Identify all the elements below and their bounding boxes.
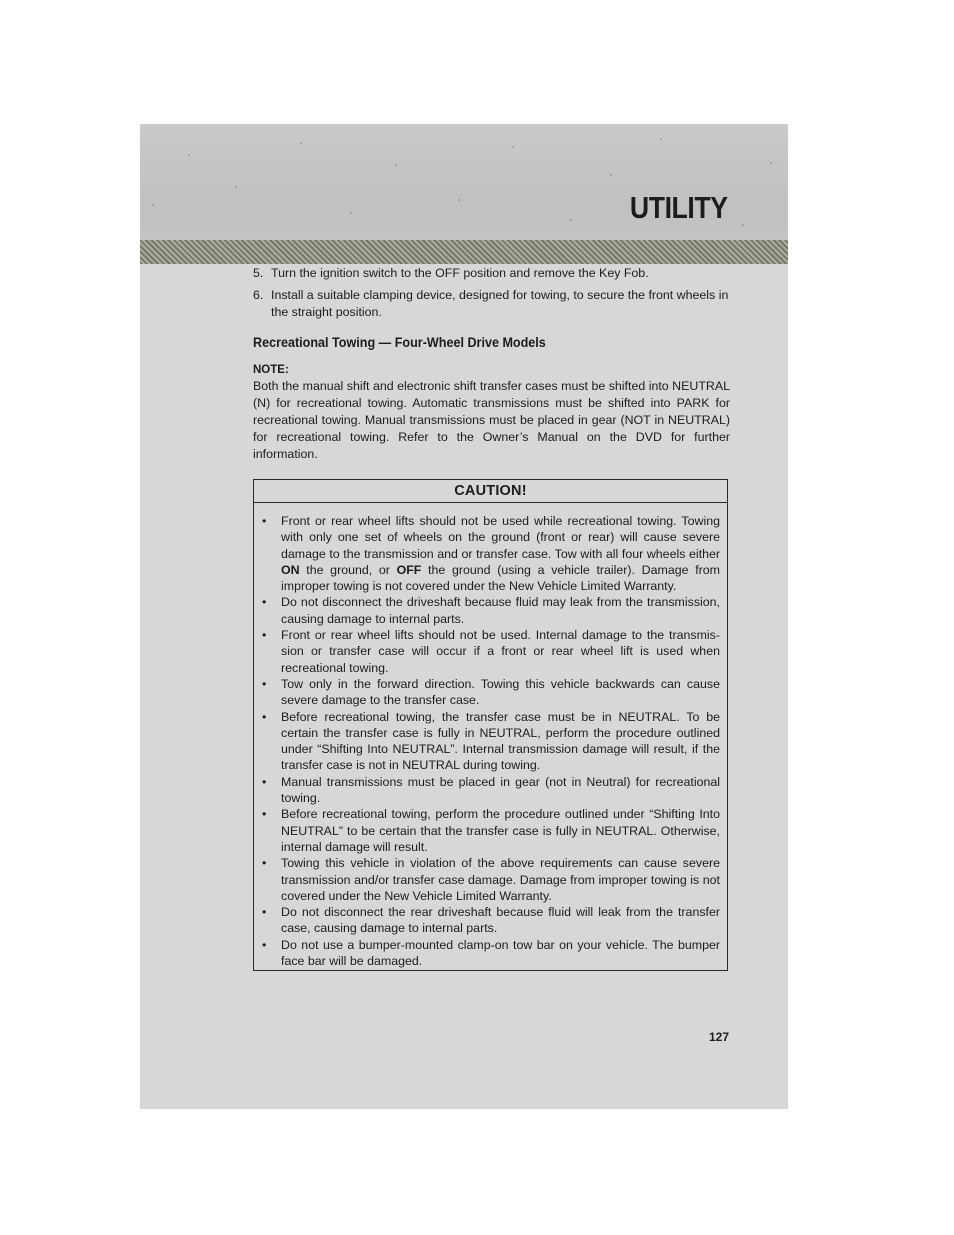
caution-item — [260, 594, 720, 627]
caution-item — [260, 627, 720, 676]
bullet-icon: • — [262, 774, 267, 789]
bullet-icon: • — [262, 709, 267, 724]
step-text: Install a suitable clamping device, designed for towing, to secure the front wheels in the straight position. — [271, 288, 729, 319]
step-text: Turn the ignition switch to the OFF position and remove the Key Fob. — [271, 266, 649, 280]
on-emphasis: ON — [281, 562, 300, 577]
section-header-title: UTILITY — [630, 190, 728, 225]
caution-item — [260, 806, 720, 855]
caution-item-text: Before recreational towing, the transfer case must be in NEUTRAL. To be certain the transfer case is fully in NEUTRAL, perform the procedure outlined under “Shifting Into NEUTRAL”. Internal transmission damage will result, if the transfer case is not in NEUTRAL during towing. — [281, 709, 720, 773]
bullet-icon: • — [262, 676, 267, 691]
caution-item-text: Tow only in the forward direction. Towing this vehicle backwards can cause severe damage to the transfer case. — [281, 676, 720, 708]
caution-item-text: Do not disconnect the rear driveshaft because fluid will leak from the transfer case, causing damage to internal parts. — [281, 905, 720, 936]
note-body: Both the manual shift and electronic shift transfer cases must be shifted into NEUTRAL (N) for recreational towing. Automatic transmissions must be shifted into PARK for recreational towing. Manual transmissions must be placed in gear (NOT in NEUTRAL) for recreational towing. Refer to the Owner’s Manual on the DVD for further information. — [253, 379, 730, 461]
section-heading: Recreational Towing — Four-Wheel Drive Models — [253, 335, 546, 350]
note-label: NOTE: — [253, 364, 289, 376]
bullet-icon: • — [262, 514, 267, 528]
bullet-icon: • — [262, 937, 267, 952]
bullet-icon: • — [262, 905, 267, 920]
caution-box — [253, 479, 728, 971]
bullet-icon: • — [262, 628, 267, 643]
caution-item-text: Front or rear wheel lifts should not be used. Internal damage to the transmis- sion or transfer case will occur if a front or rear wheel lift is used when recreational towing. — [281, 628, 720, 675]
step-number: 6. — [253, 288, 264, 302]
caution-item — [260, 676, 720, 709]
caution-item — [260, 513, 720, 594]
bullet-icon: • — [262, 807, 267, 822]
caution-item — [260, 855, 720, 904]
caution-item — [260, 904, 720, 937]
caution-item — [260, 709, 720, 774]
caution-item — [260, 937, 720, 970]
caution-heading: CAUTION! — [254, 480, 727, 503]
caution-item — [260, 774, 720, 807]
caution-item-text: Towing this vehicle in violation of the above requirements can cause severe transmission and/or transfer case damage. Damage from improper towing is not covered under the New Vehicle Limited Warranty. — [281, 856, 720, 903]
body-content — [253, 265, 730, 463]
caution-text-part: the ground, or — [299, 562, 397, 577]
step-6 — [253, 287, 730, 321]
caution-text-part: the ground (using a vehicle trailer). Damage from improper towing is not covered under the New Vehicle Limited Warranty. — [281, 562, 720, 594]
header-stripe — [140, 240, 788, 264]
step-5 — [253, 265, 730, 282]
caution-item-text: Before recreational towing, perform the procedure outlined under “Shifting Into NEUTRAL” to be certain that the transfer case is fully in NEUTRAL. Otherwise, internal damage will result. — [281, 807, 720, 854]
bullet-icon: • — [262, 856, 267, 871]
off-emphasis: OFF — [396, 562, 422, 577]
caution-item-text: Do not use a bumper-mounted clamp-on tow bar on your vehicle. The bumper face bar will be damaged. — [281, 937, 720, 969]
page-number: 127 — [709, 1030, 730, 1044]
caution-text-part: Front or rear wheel lifts should not be used while recreational towing. Towing with only one set of wheels on the ground (front or rear) will cause severe damage to the transmission and or transfer case. Tow with all four wheels either — [281, 514, 720, 561]
caution-item-text — [281, 513, 720, 594]
caution-list — [254, 503, 727, 969]
caution-item-text: Manual transmissions must be placed in gear (not in Neutral) for recreational towing. — [281, 774, 720, 806]
caution-item-text: Do not disconnect the driveshaft because fluid may leak from the transmission, causing damage to internal parts. — [281, 595, 720, 626]
manual-page — [140, 124, 788, 1109]
page-header — [140, 124, 788, 264]
bullet-icon: • — [262, 595, 267, 610]
step-number: 5. — [253, 266, 264, 280]
